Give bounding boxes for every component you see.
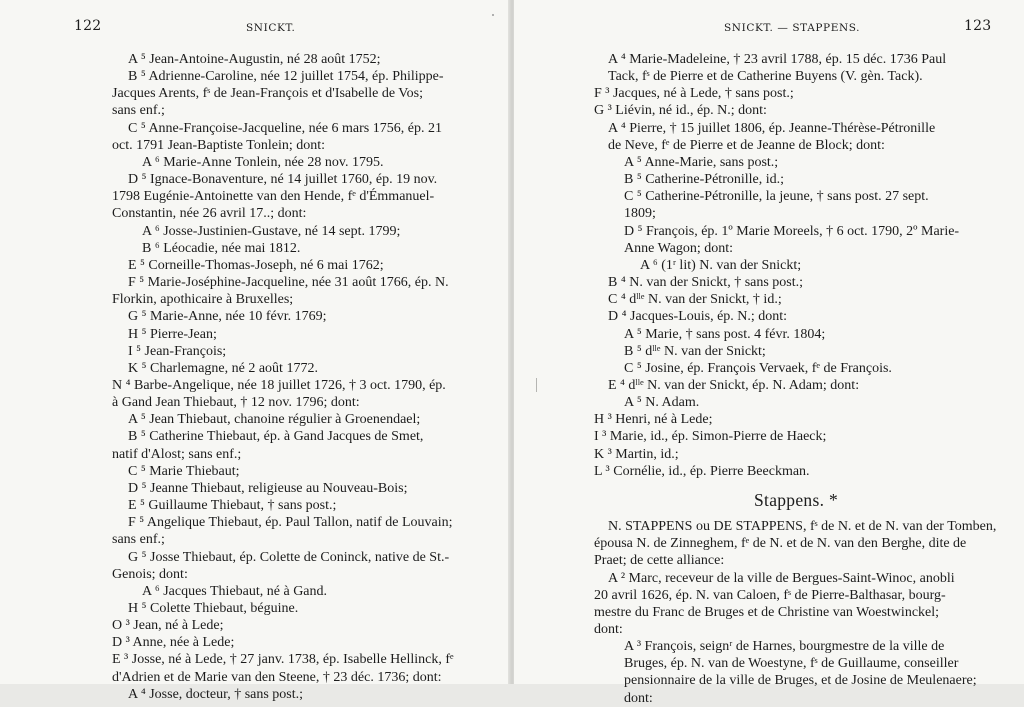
text-line: dont: <box>624 690 653 706</box>
text-line: C ⁵ Anne-Françoise-Jacqueline, née 6 mars 1756, ép. 21 <box>128 120 442 136</box>
text-line: A ³ François, seignʳ de Harnes, bourgmestre de la ville de <box>624 639 945 655</box>
text-line: A ⁵ Marie, † sans post. 4 févr. 1804; <box>624 326 826 342</box>
text-line: pensionnaire de la ville de Bruges, et de Josine de Meulenaere; <box>624 673 977 689</box>
text-line: B ⁴ N. van der Snickt, † sans post.; <box>608 275 804 291</box>
text-line: A ⁶ Jacques Thiebaut, né à Gand. <box>142 583 328 599</box>
text-line: Genois; dont: <box>112 566 188 582</box>
text-line: C ⁵ Marie Thiebaut; <box>128 463 240 479</box>
text-line: A ⁴ Pierre, † 15 juillet 1806, ép. Jeanne-Thérèse-Pétronille <box>608 120 936 136</box>
text-line: F ⁵ Marie-Joséphine-Jacqueline, née 31 août 1766, ép. N. <box>128 275 449 291</box>
left-page-body <box>112 51 464 703</box>
right-page-number: 123 <box>964 18 992 34</box>
text-line: K ⁵ Charlemagne, né 2 août 1772. <box>128 360 318 376</box>
text-line: L ³ Cornélie, id., ép. Pierre Beeckman. <box>594 463 810 479</box>
right-page-title: SNICKT. — STAPPENS. <box>724 22 861 34</box>
text-line: Anne Wagon; dont: <box>624 240 734 256</box>
text-line: A ⁴ Josse, docteur, † sans post.; <box>128 686 304 702</box>
text-line: 1798 Eugénie-Antoinette van den Hende, fᵉ d'Émmanuel- <box>112 189 435 205</box>
text-line: épousa N. de Zinneghem, fᵉ de N. et de N. van den Berghe, dite de <box>594 536 967 552</box>
text-line: D ³ Anne, née à Lede; <box>112 635 235 651</box>
text-line: K ³ Martin, id.; <box>594 446 679 462</box>
text-line: Jacques Arents, fˢ de Jean-François et d'Isabelle de Vos; <box>112 86 423 102</box>
text-line: E ⁵ Corneille-Thomas-Joseph, né 6 mai 1762; <box>128 257 384 273</box>
text-line: Constantin, née 26 avril 17..; dont: <box>112 206 307 222</box>
text-line: A ⁶ Josse-Justinien-Gustave, né 14 sept. 1799; <box>142 223 401 239</box>
text-line: B ⁵ dˡˡᵉ N. van der Snickt; <box>624 343 766 359</box>
text-line: O ³ Jean, né à Lede; <box>112 618 224 634</box>
right-page <box>514 0 1024 706</box>
text-line: A ⁶ (1ʳ lit) N. van der Snickt; <box>640 257 802 273</box>
text-line: oct. 1791 Jean-Baptiste Tonlein; dont: <box>112 137 326 153</box>
text-line: d'Adrien et de Marie van den Steene, † 23 déc. 1736; dont: <box>112 669 442 685</box>
text-line: G ⁵ Josse Thiebaut, ép. Colette de Coninck, native de St.- <box>128 549 450 565</box>
text-line: E ³ Josse, né à Lede, † 27 janv. 1738, ép. Isabelle Hellinck, fᵉ <box>112 652 454 668</box>
text-line: 1809; <box>624 206 656 222</box>
left-page <box>0 0 510 702</box>
text-line: sans enf.; <box>112 532 165 548</box>
right-page-body <box>594 51 998 707</box>
text-line: A ⁵ Anne-Marie, sans post.; <box>624 154 779 170</box>
text-line: N ⁴ Barbe-Angelique, née 18 juillet 1726, † 3 oct. 1790, ép. <box>112 377 446 393</box>
section-heading: Stappens. * <box>754 489 838 510</box>
text-line: B ⁶ Léocadie, née mai 1812. <box>142 240 301 256</box>
text-line: B ⁵ Catherine Thiebaut, ép. à Gand Jacques de Smet, <box>128 429 424 445</box>
text-line: D ⁵ Ignace-Bonaventure, né 14 juillet 1760, ép. 19 nov. <box>128 172 438 188</box>
text-line: B ⁵ Catherine-Pétronille, id.; <box>624 172 785 188</box>
text-line: C ⁴ dˡˡᵉ N. van der Snickt, † id.; <box>608 292 782 308</box>
text-line: A ⁵ Jean Thiebaut, chanoine régulier à Groenendael; <box>128 412 421 428</box>
text-line: I ⁵ Jean-François; <box>128 343 227 359</box>
text-line: Tack, fˢ de Pierre et de Catherine Buyens (V. gèn. Tack). <box>608 69 923 85</box>
text-line: C ⁵ Josine, ép. François Vervaek, fᵉ de François. <box>624 360 892 376</box>
text-line: C ⁵ Catherine-Pétronille, la jeune, † sans post. 27 sept. <box>624 189 929 205</box>
text-line: H ⁵ Colette Thiebaut, béguine. <box>128 601 299 616</box>
text-line: E ⁴ dˡˡᵉ N. van der Snickt, ép. N. Adam; dont: <box>608 377 860 393</box>
text-line: 20 avril 1626, ép. N. van Caloen, fˢ de Pierre-Balthasar, bourg- <box>594 587 946 603</box>
left-page-title: SNICKT. <box>246 22 296 34</box>
text-line: F ⁵ Angelique Thiebaut, ép. Paul Tallon, natif de Louvain; <box>128 515 453 531</box>
text-line: A ⁵ N. Adam. <box>624 395 700 411</box>
text-line: H ⁵ Pierre-Jean; <box>128 326 217 342</box>
text-line: E ⁵ Guillaume Thiebaut, † sans post.; <box>128 498 337 514</box>
text-line: A ⁶ Marie-Anne Tonlein, née 28 nov. 1795. <box>142 154 384 170</box>
paper-speck <box>492 14 494 16</box>
text-line: sans enf.; <box>112 103 165 119</box>
text-line: natif d'Alost; sans enf.; <box>112 446 242 462</box>
text-line: mestre du Franc de Bruges et de Christine van Woestwinckel; <box>594 604 940 620</box>
text-line: dont: <box>594 622 623 637</box>
text-line: I ³ Marie, id., ép. Simon-Pierre de Haeck; <box>594 429 827 445</box>
text-line: Florkin, apothicaire à Bruxelles; <box>112 292 294 308</box>
text-line: G ⁵ Marie-Anne, née 10 févr. 1769; <box>128 309 327 325</box>
text-line: A ⁵ Jean-Antoine-Augustin, né 28 août 1752; <box>128 52 381 67</box>
text-line: H ³ Henri, né à Lede; <box>594 412 713 428</box>
left-page-number: 122 <box>74 18 102 34</box>
paper-mark <box>536 378 537 392</box>
text-line: à Gand Jean Thiebaut, † 12 nov. 1796; dont: <box>112 395 360 411</box>
text-line: D ⁵ François, ép. 1º Marie Moreels, † 6 oct. 1790, 2º Marie- <box>624 223 960 239</box>
text-line: B ⁵ Adrienne-Caroline, née 12 juillet 1754, ép. Philippe- <box>128 69 444 85</box>
text-line: Praet; de cette alliance: <box>594 553 725 569</box>
text-line: D ⁵ Jeanne Thiebaut, religieuse au Nouveau-Bois; <box>128 480 408 496</box>
text-line: N. STAPPENS ou DE STAPPENS, fˢ de N. et de N. van der Tomben, <box>608 519 997 535</box>
text-line: de Neve, fᵉ de Pierre et de Jeanne de Block; dont: <box>608 137 885 153</box>
text-line: A ⁴ Marie-Madeleine, † 23 avril 1788, ép. 15 déc. 1736 Paul <box>608 52 947 67</box>
text-line: D ⁴ Jacques-Louis, ép. N.; dont: <box>608 309 788 325</box>
text-line: Bruges, ép. N. van de Woestyne, fˢ de Guillaume, conseiller <box>624 656 959 672</box>
text-line: G ³ Liévin, né id., ép. N.; dont: <box>594 103 767 119</box>
text-line: F ³ Jacques, né à Lede, † sans post.; <box>594 86 794 102</box>
text-line: A ² Marc, receveur de la ville de Bergues-Saint-Winoc, anobli <box>608 570 955 586</box>
